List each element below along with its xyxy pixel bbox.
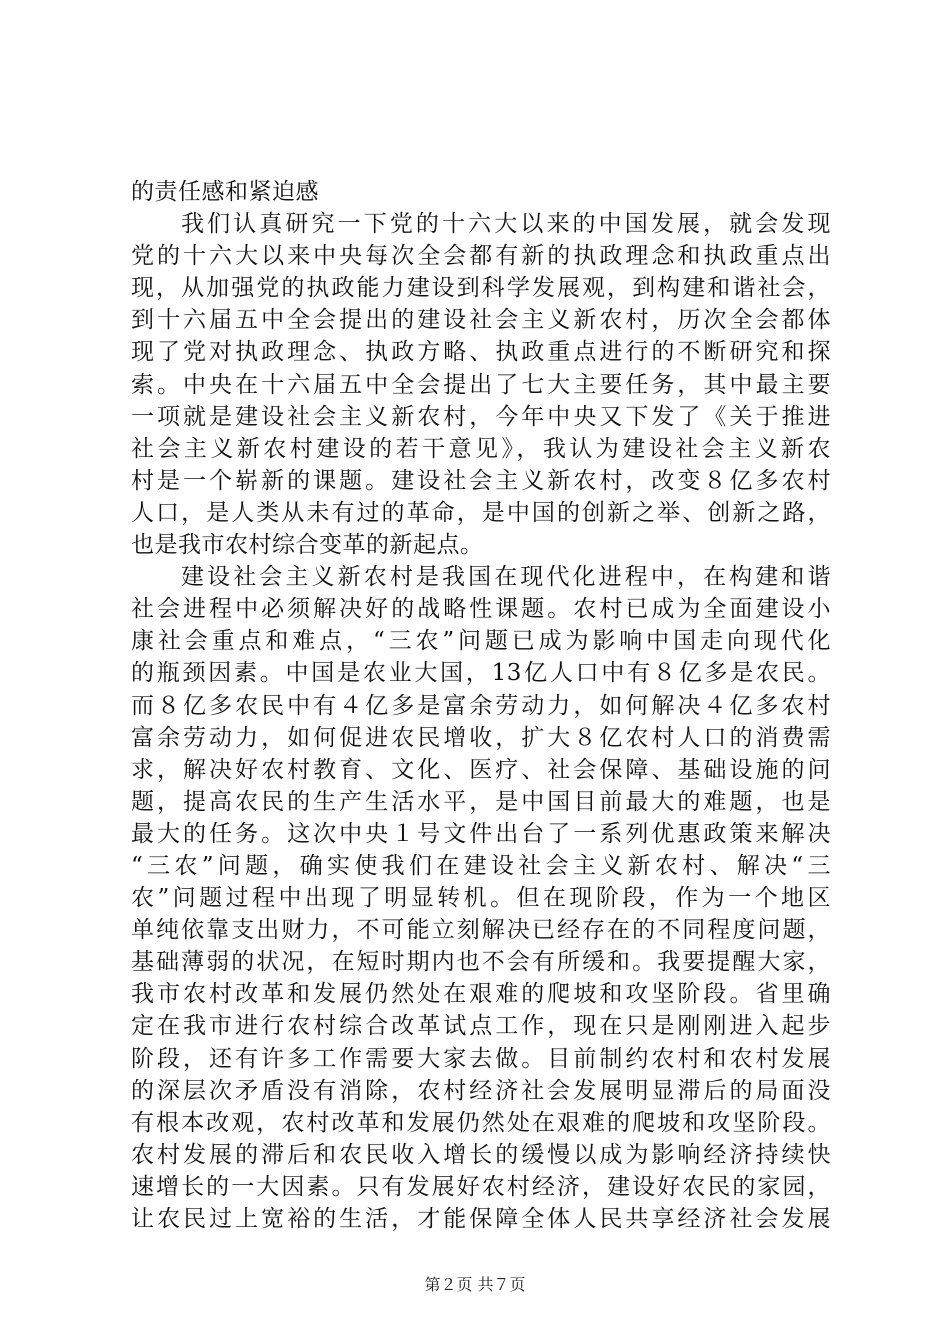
text-line: 有根本改观，农村改革和发展仍然处在艰难的爬坡和攻坚阶段。 xyxy=(131,1109,831,1136)
text-line: “三农”问题，确实使我们在建设社会主义新农村、解决“三 xyxy=(131,852,831,879)
text-line: 单纯依靠支出财力，不可能立刻解决已经存在的不同程度问题， xyxy=(131,917,831,944)
text-line: 求，解决好农村教育、文化、医疗、社会保障、基础设施的问 xyxy=(131,756,831,783)
text-line: 而８亿多农民中有４亿多是富余劳动力，如何解决４亿多农村 xyxy=(131,692,831,719)
text-line: 阶段，还有许多工作需要大家去做。目前制约农村和农村发展 xyxy=(131,1045,831,1072)
text-line: 速增长的一大因素。只有发展好农村经济，建设好农民的家园， xyxy=(131,1173,831,1200)
text-line: 富余劳动力，如何促进农民增收，扩大８亿农村人口的消费需 xyxy=(131,724,831,751)
text-line: 农”问题过程中出现了明显转机。但在现阶段，作为一个地区 xyxy=(131,885,831,912)
text-line: 最大的任务。这次中央１号文件出台了一系列优惠政策来解决 xyxy=(131,820,831,847)
text-line: 题，提高农民的生产生活水平，是中国目前最大的难题，也是 xyxy=(131,788,831,815)
text-line: 的瓶颈因素。中国是农业大国，13亿人口中有８亿多是农民。 xyxy=(131,660,831,687)
text-line: 的深层次矛盾没有消除，农村经济社会发展明显滞后的局面没 xyxy=(131,1077,831,1104)
text-line: 党的十六大以来中央每次全会都有新的执政理念和执政重点出 xyxy=(131,243,831,270)
text-line: 现，从加强党的执政能力建设到科学发展观，到构建和谐社会， xyxy=(131,275,831,302)
text-line: 村是一个崭新的课题。建设社会主义新农村，改变８亿多农村 xyxy=(131,467,831,494)
page-number-footer: 第２页 共７页 xyxy=(424,1275,526,1294)
paragraph-start-line: 建设社会主义新农村是我国在现代化进程中，在构建和谐 xyxy=(181,564,831,591)
text-line: 定在我市进行农村综合改革试点工作，现在只是刚刚进入起步 xyxy=(131,1013,831,1040)
text-line: 康社会重点和难点，“三农”问题已成为影响中国走向现代化 xyxy=(131,628,831,655)
text-line: 到十六届五中全会提出的建设社会主义新农村，历次全会都体 xyxy=(131,307,831,334)
text-line: 人口，是人类从未有过的革命，是中国的创新之举、创新之路， xyxy=(131,499,831,526)
text-line: 让农民过上宽裕的生活，才能保障全体人民共享经济社会发展 xyxy=(131,1206,831,1232)
paragraph-start-line: 我们认真研究一下党的十六大以来的中国发展，就会发现 xyxy=(181,211,831,238)
text-line: 农村发展的滞后和农民收入增长的缓慢以成为影响经济持续快 xyxy=(131,1141,831,1168)
text-line: 的责任感和紧迫感 xyxy=(131,179,319,205)
text-line: 社会进程中必须解决好的战略性课题。农村已成为全面建设小 xyxy=(131,596,831,623)
text-line: 基础薄弱的状况，在短时期内也不会有所缓和。我要提醒大家， xyxy=(131,949,831,976)
text-line: 一项就是建设社会主义新农村，今年中央又下发了《关于推进 xyxy=(131,403,831,430)
document-body xyxy=(131,176,831,1235)
text-line: 我市农村改革和发展仍然处在艰难的爬坡和攻坚阶段。省里确 xyxy=(131,981,831,1008)
text-line: 社会主义新农村建设的若干意见》，我认为建设社会主义新农 xyxy=(131,435,831,462)
text-line: 现了党对执政理念、执政方略、执政重点进行的不断研究和探 xyxy=(131,339,831,366)
paragraph-end-line: 也是我市农村综合变革的新起点。 xyxy=(131,532,484,559)
text-line: 索。中央在十六届五中全会提出了七大主要任务，其中最主要 xyxy=(131,371,831,398)
